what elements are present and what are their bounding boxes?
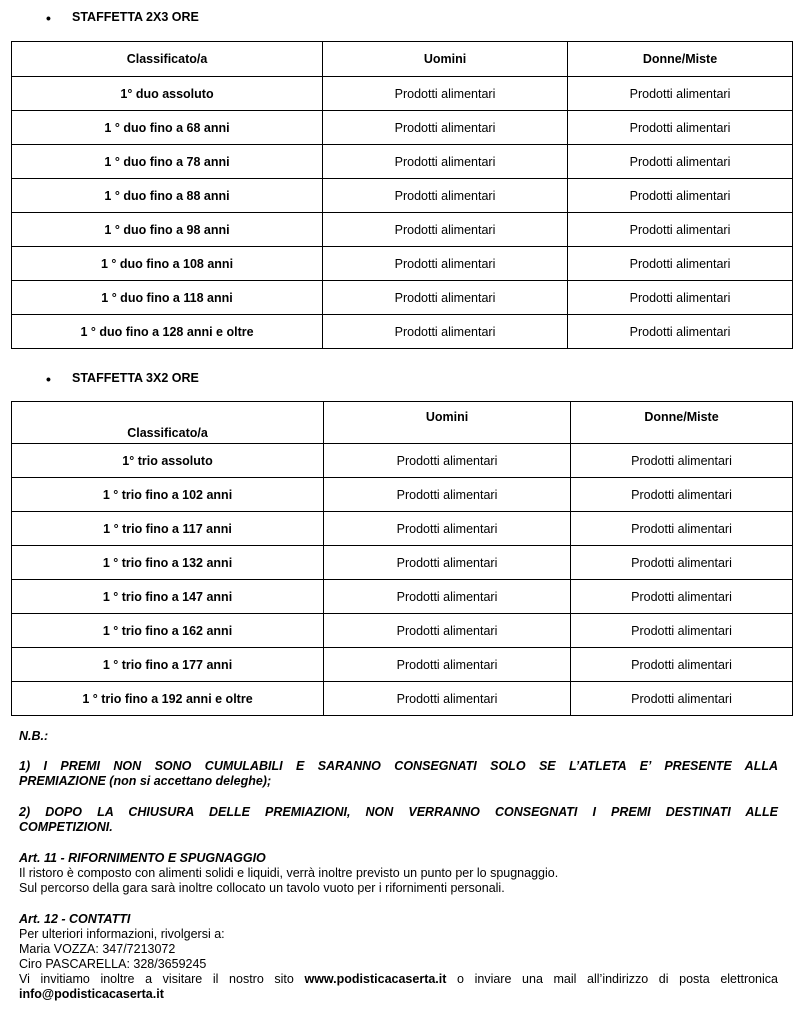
table-row [12, 580, 793, 614]
table-row [12, 213, 793, 247]
category-cell: 1 ° duo fino a 78 anni [12, 145, 323, 179]
prize-women-cell: Prodotti alimentari [568, 77, 793, 111]
header-uomini: Uomini [323, 42, 568, 77]
table-row [12, 281, 793, 315]
prize-women-cell: Prodotti alimentari [571, 512, 793, 546]
header-classificato: Classificato/a [12, 42, 323, 77]
prize-women-cell: Prodotti alimentari [571, 580, 793, 614]
prize-women-cell: Prodotti alimentari [571, 648, 793, 682]
art12-section [19, 912, 778, 1002]
table-row [12, 546, 793, 580]
category-cell: 1 ° duo fino a 98 anni [12, 213, 323, 247]
note-2-line-2: COMPETIZIONI. [19, 820, 113, 834]
prize-men-cell: Prodotti alimentari [323, 145, 568, 179]
category-cell: 1 ° duo fino a 88 anni [12, 179, 323, 213]
prize-men-cell: Prodotti alimentari [323, 281, 568, 315]
prize-men-cell: Prodotti alimentari [324, 580, 571, 614]
prize-men-cell: Prodotti alimentari [324, 614, 571, 648]
prize-women-cell: Prodotti alimentari [571, 614, 793, 648]
table-header-row [12, 402, 793, 444]
category-cell: 1 ° trio fino a 147 anni [12, 580, 324, 614]
table-row [12, 111, 793, 145]
prize-women-cell: Prodotti alimentari [568, 315, 793, 349]
nb-label: N.B.: [19, 729, 49, 743]
art11-line-1: Il ristoro è composto con alimenti solidi e liquidi, verrà inoltre previsto un punto per lo spugnaggio. [19, 866, 559, 880]
art11-section [19, 851, 778, 896]
bullet-icon: • [46, 10, 51, 26]
table-header-row [12, 42, 793, 77]
contact-ciro: Ciro PASCARELLA: 328/3659245 [19, 957, 207, 971]
prize-men-cell: Prodotti alimentari [323, 315, 568, 349]
prize-women-cell: Prodotti alimentari [571, 546, 793, 580]
category-cell: 1 ° trio fino a 117 anni [12, 512, 324, 546]
category-cell: 1 ° duo fino a 118 anni [12, 281, 323, 315]
art11-title: Art. 11 - RIFORNIMENTO E SPUGNAGGIO [19, 851, 266, 865]
art11-line-2: Sul percorso della gara sarà inoltre collocato un tavolo vuoto per i rifornimenti personali. [19, 881, 505, 895]
prize-women-cell: Prodotti alimentari [571, 478, 793, 512]
table-row [12, 512, 793, 546]
art12-line-1: Per ulteriori informazioni, rivolgersi a: [19, 927, 225, 941]
header-donne-miste: Donne/Miste [568, 42, 793, 77]
category-cell: 1 ° duo fino a 128 anni e oltre [12, 315, 323, 349]
prize-women-cell: Prodotti alimentari [568, 179, 793, 213]
header-uomini: Uomini [324, 402, 571, 444]
category-cell: 1 ° trio fino a 102 anni [12, 478, 324, 512]
prize-men-cell: Prodotti alimentari [323, 179, 568, 213]
prize-men-cell: Prodotti alimentari [323, 213, 568, 247]
website-link[interactable]: www.podisticacaserta.it [304, 972, 447, 986]
prize-women-cell: Prodotti alimentari [568, 247, 793, 281]
prize-women-cell: Prodotti alimentari [571, 444, 793, 478]
prize-table-2x3 [11, 41, 793, 349]
prize-men-cell: Prodotti alimentari [323, 77, 568, 111]
table-row [12, 247, 793, 281]
note-1-line-2: PREMIAZIONE (non si accettano deleghe); [19, 774, 272, 788]
header-classificato: Classificato/a [12, 402, 324, 444]
art12-title: Art. 12 - CONTATTI [19, 912, 131, 926]
header-donne-miste: Donne/Miste [571, 402, 793, 444]
table-row [12, 315, 793, 349]
invite-line [19, 972, 778, 987]
prize-women-cell: Prodotti alimentari [568, 111, 793, 145]
email-link[interactable]: info@podisticacaserta.it [19, 987, 164, 1001]
table-row [12, 682, 793, 716]
note-1 [19, 759, 778, 789]
prize-women-cell: Prodotti alimentari [568, 145, 793, 179]
table-row [12, 478, 793, 512]
prize-men-cell: Prodotti alimentari [324, 478, 571, 512]
table-row [12, 648, 793, 682]
category-cell: 1° trio assoluto [12, 444, 324, 478]
category-cell: 1 ° trio fino a 192 anni e oltre [12, 682, 324, 716]
invite-text-post: o inviare una mail all’indirizzo di posta elettronica [446, 972, 778, 986]
prize-women-cell: Prodotti alimentari [568, 281, 793, 315]
category-cell: 1 ° trio fino a 162 anni [12, 614, 324, 648]
prize-table-3x2 [11, 401, 793, 716]
note-2-line-1: 2) DOPO LA CHIUSURA DELLE PREMIAZIONI, NON VERRANNO CONSEGNATI I PREMI DESTINATI ALLE [19, 805, 778, 819]
contact-maria: Maria VOZZA: 347/7213072 [19, 942, 176, 956]
prize-men-cell: Prodotti alimentari [324, 546, 571, 580]
category-cell: 1 ° trio fino a 132 anni [12, 546, 324, 580]
table-row [12, 179, 793, 213]
prize-women-cell: Prodotti alimentari [571, 682, 793, 716]
category-cell: 1 ° duo fino a 108 anni [12, 247, 323, 281]
section2-title: STAFFETTA 3X2 ORE [72, 371, 199, 385]
table-row [12, 77, 793, 111]
prize-men-cell: Prodotti alimentari [324, 512, 571, 546]
note-2 [19, 805, 778, 835]
prize-women-cell: Prodotti alimentari [568, 213, 793, 247]
prize-men-cell: Prodotti alimentari [324, 444, 571, 478]
prize-men-cell: Prodotti alimentari [323, 247, 568, 281]
section1-title: STAFFETTA 2X3 ORE [72, 10, 199, 24]
category-cell: 1° duo assoluto [12, 77, 323, 111]
bullet-icon: • [46, 371, 51, 387]
invite-text-pre: Vi invitiamo inoltre a visitare il nostro sito [19, 972, 305, 986]
category-cell: 1 ° duo fino a 68 anni [12, 111, 323, 145]
table-row [12, 614, 793, 648]
prize-men-cell: Prodotti alimentari [324, 648, 571, 682]
table-row [12, 444, 793, 478]
prize-men-cell: Prodotti alimentari [323, 111, 568, 145]
prize-men-cell: Prodotti alimentari [324, 682, 571, 716]
table-row [12, 145, 793, 179]
category-cell: 1 ° trio fino a 177 anni [12, 648, 324, 682]
note-1-line-1: 1) I PREMI NON SONO CUMULABILI E SARANNO CONSEGNATI SOLO SE L’ATLETA E’ PRESENTE ALLA [19, 759, 778, 773]
